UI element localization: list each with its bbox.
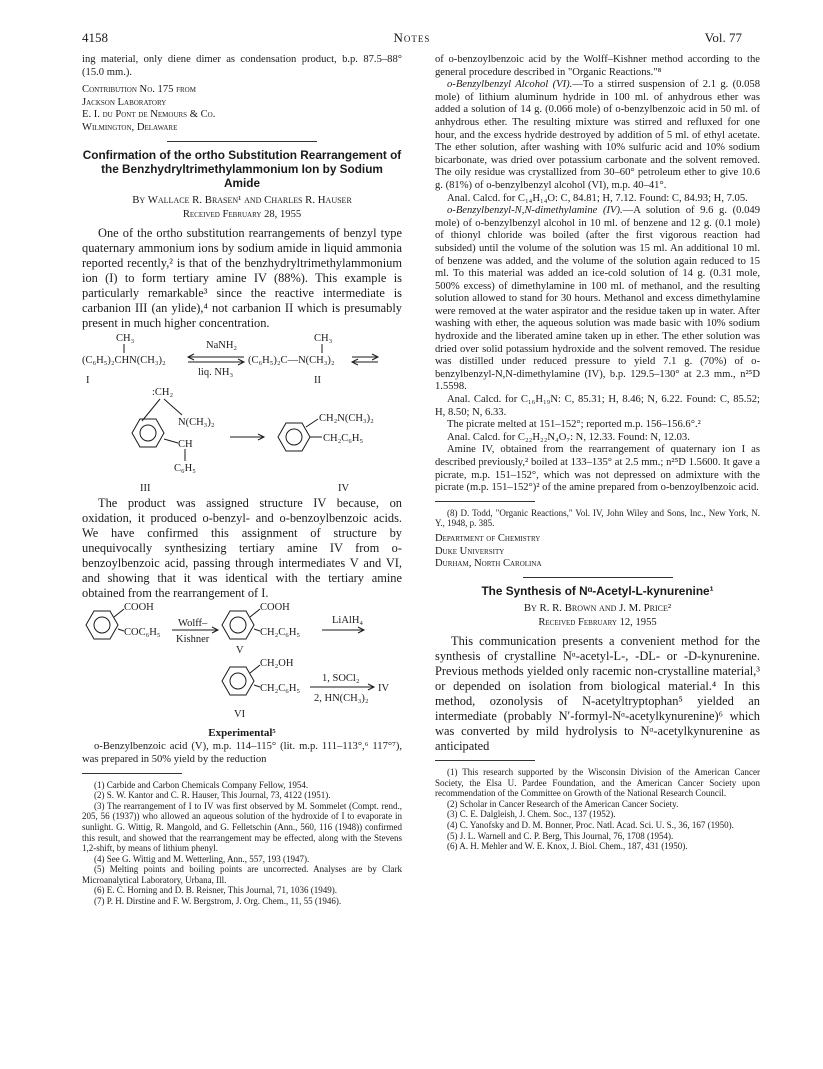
footnotes-left: [82, 780, 402, 907]
alcohol-text: —To a stirred suspension of 2.1 g. (0.058 mole) of lithium aluminum hydride in 100 ml. of anhydrous ether was added a solution of 14 g. (0.066 mole) of o-benzylbenzoic acid in 50 ml. of anhydrous ether. The resulting mixture was stirred and refluxed for one hour, and the excess hydride destroyed by addition of 5 ml. of ethyl acetate. The ether solution, after washing with 10% sulfuric acid and 10% sodium bicarbonate, was dried over potassium carbonate and the solvent removed. The oily residue was crystallized from 30–60° petroleum ether to give 10.6 g. (81%) of o-benzylbenzyl alcohol (VI), m.p. 40–41°.: [435, 79, 760, 191]
scheme2-reagent1-bottom: Kishner: [176, 633, 210, 645]
article1-received: Received February 28, 1955: [182, 209, 302, 221]
scheme2-label-V: V: [236, 644, 244, 656]
volume-label: Vol. 77: [704, 30, 742, 45]
scheme1-right-formula: (C₆H₅)₂C—N(CH₃)₂: [248, 354, 335, 366]
alcohol-heading: o-Benzylbenzyl Alcohol (VI).: [447, 79, 573, 91]
scheme1-ch: CH: [178, 438, 193, 450]
page-header: [82, 30, 742, 50]
scheme2-ch2oh: CH₂OH: [260, 657, 294, 669]
amine-procedure: [435, 205, 760, 394]
continued-text: ing material, only diene dimer as condensation product, b.p. 87.5–88° (15.0 mm.).: [82, 54, 402, 78]
footnote: (4) C. Yanofsky and D. M. Bonner, Proc. Natl. Acad. Sci. U. S., 36, 167 (1950).: [447, 819, 734, 830]
scheme2-step1: 1, SOCl₂: [322, 672, 360, 684]
scheme2-ch2c6h5-a: CH₂C₆H₅: [260, 626, 301, 638]
footnote: (6) E. C. Horning and D. B. Reisner, This Journal, 71, 1036 (1949).: [94, 885, 337, 896]
footnote: (2) Scholar in Cancer Research of the American Cancer Society.: [447, 798, 679, 809]
scheme2-ch2c6h5-b: CH₂C₆H₅: [260, 682, 301, 694]
page-number: 4158: [82, 30, 108, 45]
scheme1-left-formula: (C₆H₅)₂CHN(CH₃)₂: [82, 354, 166, 366]
scheme1-reagent: NaNH₂: [206, 339, 238, 351]
footnote: (3) C. E. Dalgleish, J. Chem. Soc., 137 (1952).: [447, 809, 616, 820]
footnote: (8) D. Todd, "Organic Reactions," Vol. IV, John Wiley and Sons, Inc., New York, N. Y., 1948, p. 385.: [435, 507, 760, 529]
footnote: (7) P. H. Dirstine and F. W. Bergstrom, J. Org. Chem., 11, 55 (1946).: [94, 896, 342, 907]
scheme1-label-I: I: [86, 374, 90, 386]
experimental-heading: Experimental⁵: [208, 726, 276, 739]
contribution-line: Wilmington, Delaware: [82, 121, 178, 133]
scheme1-ch3-a: CH₃: [116, 332, 135, 344]
footnote: (5) J. L. Warnell and C. P. Berg, This Journal, 76, 1708 (1954).: [447, 830, 674, 841]
footnote: (1) This research supported by the Wisconsin Division of the American Cancer Society, the Elsa U. Pardee Foundation, and the American Cancer Society upon recommendation of the Committee on Growth of the National Research Council.: [435, 766, 760, 799]
amine-paragraph: Amine IV, obtained from the rearrangement of quaternary ion I as described previously,² boiled at 133–135° at 2.5 mm.; n²⁵D 1.5600. It gave a picrate, m.p. 151–152°, which was not depressed on admixture with the picrate (m.p. 151–152°)² of the amine prepared from o-benzoylbenzoic acid.: [435, 444, 760, 494]
footnote-divider: [82, 773, 182, 774]
article1-paragraph: One of the ortho substitution rearrangements of benzyl type quaternary ammonium ions by sodium amide in liquid ammonia reported recently,² is that of the benzhydryltrimethylammonium ion (I) to form tertiary amine IV (88%). This example is particularly remarkable³ since the reactive intermediate is carbanion III (an ylide),⁴ not carbanion II which is presumably present in much higher concentration.: [82, 225, 402, 330]
article2-received: Received February 12, 1955: [538, 617, 657, 629]
footnotes-right: [435, 767, 760, 852]
scheme1-solvent: liq. NH₃: [198, 366, 234, 378]
footnote: (2) S. W. Kantor and C. R. Hauser, This Journal, 73, 4122 (1951).: [94, 790, 331, 801]
article1-title: Confirmation of the ortho Substitution Rearrangement of the Benzhydryltrimethylammonium Ion by Sodium Amide: [82, 147, 402, 190]
scheme1-label-III: III: [140, 482, 151, 494]
reaction-scheme-2: [82, 601, 402, 723]
footnote-divider: [435, 760, 535, 761]
analysis-2: Anal. Calcd. for C₁₆H₁₉N: C, 85.31; H, 8.46; N, 6.22. Found: C, 85.52; H, 8.50; N, 6.33.: [435, 394, 760, 418]
amine-text: —A solution of 9.6 g. (0.049 mole) of o-benzylbenzyl alcohol in 10 ml. of benzene and 12 g. (0.1 mole) of thionyl chloride was boiled (after the first vigorous reaction had subsided) until the volume of the solution was 15 ml. An additional 10 ml. of benzene was added, and the volume of the solution again reduced to 15 ml. To this material was added an ice-cold solution of 14 g. (0.31 mole, 500% excess) of dimethylamine in 100 ml. of methanol, and the resulting solution allowed to stand for 30 hours. Methanol and excess dimethylamine were removed at the water aspirator and the residue taken up in water. After washing with ether, the aqueous solution was made basic with 10% sodium hydroxide and the liberated amine taken up in ether. The ether solution was dried over solid potassium hydroxide and the solvent removed. The residue was distilled under reduced pressure to yield 7.1 g. (70%) of o-benzylbenzyl-N,N-dimethylamine (IV), b.p. 129.5–130° at 2.3 mm., n²⁵D 1.5598.: [435, 205, 760, 393]
footnote: (1) Carbide and Carbon Chemicals Company Fellow, 1954.: [94, 779, 309, 790]
department-block: [435, 533, 760, 571]
divider: [523, 577, 673, 578]
contribution-line: E. I. du Pont de Nemours & Co.: [82, 109, 216, 121]
scheme2-coc6h5: COC₆H₅: [124, 626, 161, 638]
contribution-line: Jackson Laboratory: [82, 96, 167, 108]
scheme2-reagent2: LiAlH₄: [332, 614, 364, 626]
department-line: Duke University: [435, 545, 505, 557]
footnote: (3) The rearrangement of I to IV was first observed by M. Sommelet (Compt. rend., 205, 56 (1937)) who allowed an aqueous solution of the hydroxide of I to evaporate in sunlight. G. Wittig, R. Mangold, and G. Felletschin (Ann., 560, 116 (1948)) confirmed this result, and showed that the rearrangement may be effected, along with the Stevens 1,2-shift, by means of lithium phenyl.: [82, 800, 402, 854]
scheme1-ch2c6h5: CH₂C₆H₅: [323, 432, 364, 444]
divider: [167, 141, 317, 142]
footnote: (4) See G. Wittig and M. Wetterling, Ann., 557, 193 (1947).: [94, 853, 310, 864]
article2-title: The Synthesis of Nᵅ-Acetyl-L-kynurenine¹: [481, 583, 714, 598]
article2-authors: By R. R. Brown and J. M. Price²: [523, 601, 672, 614]
scheme1-ch2: :CH₂: [152, 386, 174, 398]
analysis-1: Anal. Calcd. for C₁₄H₁₄O: C, 84.81; H, 7.12. Found: C, 84.93; H, 7.05.: [447, 192, 748, 204]
footnote: (5) Melting points and boiling points are uncorrected. Analyses are by Clark Microanalytical Laboratory, Urbana, Ill.: [82, 864, 402, 885]
analysis-3: Anal. Calcd. for C₂₂H₂₂N₄O₇: N, 12.33. Found: N, 12.03.: [447, 431, 690, 443]
department-line: Department of Chemistry: [435, 532, 541, 544]
picrate-text: The picrate melted at 151–152°; reported m.p. 156–156.6°.²: [447, 419, 701, 431]
experimental-text: o-Benzylbenzoic acid (V), m.p. 114–115° (lit. m.p. 111–113°,⁶ 117°⁷), was prepared in 50% yield by the reduction: [82, 741, 402, 765]
footnote-divider: [435, 501, 535, 502]
scheme2-step2: 2, HN(CH₃)₂: [314, 692, 369, 704]
scheme2-label-VI: VI: [234, 708, 246, 720]
scheme2-reagent1-top: Wolff–: [178, 617, 208, 629]
contribution-block: [82, 84, 402, 134]
scheme2-cooh-b: COOH: [260, 601, 290, 613]
footnote: (6) A. H. Mehler and W. E. Knox, J. Biol. Chem., 187, 431 (1950).: [447, 841, 688, 852]
scheme1-c6h5: C₆H₅: [174, 462, 196, 474]
right-column: [435, 54, 760, 852]
scheme1-nme2: N(CH₃)₂: [178, 416, 215, 428]
left-column: [82, 54, 402, 907]
scheme1-label-IV: IV: [338, 482, 350, 494]
article1-authors: By Wallace R. Brasen¹ and Charles R. Hauser: [132, 193, 352, 206]
department-line: Durham, North Carolina: [435, 558, 542, 570]
continued-text: of o-benzoylbenzoic acid by the Wolff–Kishner method according to the general procedure described in "Organic Reactions."⁸: [435, 54, 760, 78]
scheme1-ch2nme2: CH₂N(CH₃)₂: [319, 412, 374, 424]
scheme1-label-II: II: [314, 374, 321, 386]
scheme2-product: IV: [378, 682, 390, 694]
scheme1-ch3-b: CH₃: [314, 332, 333, 344]
article2-paragraph: This communication presents a convenient method for the synthesis of crystalline Nᵅ-acetyl-L-, -DL- or -D-kynurenine. Previous methods yielded only racemic non-crystalline material,³ or depended on isolation from biological material.⁴ In this method, ozonolysis of N-acetyltryptophan⁵ yielded an intermediate (probably N′-formyl-Nᵅ-acetylkynurenine)⁶ which was converted by mild hydrolysis to Nᵅ-acetylkynurenine as anticipated: [435, 633, 760, 753]
scheme2-cooh-a: COOH: [124, 601, 154, 613]
article1-paragraph-2: The product was assigned structure IV because, on oxidation, it produced o-benzyl- and o-benzoylbenzoic acids. We have confirmed this assignment of structure by unequivocally synthesizing tertiary amine IV from o-benzoylbenzoic acid, passing through intermediates V and VI, and showing that it was identical with the tertiary amine obtained from the rearrangement of I.: [82, 495, 402, 600]
amine-heading: o-Benzylbenzyl-N,N-dimethylamine (IV).: [447, 205, 623, 217]
section-title: Notes: [393, 30, 431, 45]
contribution-line: Contribution No. 175 from: [82, 84, 196, 96]
reaction-scheme-1: [82, 331, 402, 496]
alcohol-procedure: [435, 79, 760, 192]
